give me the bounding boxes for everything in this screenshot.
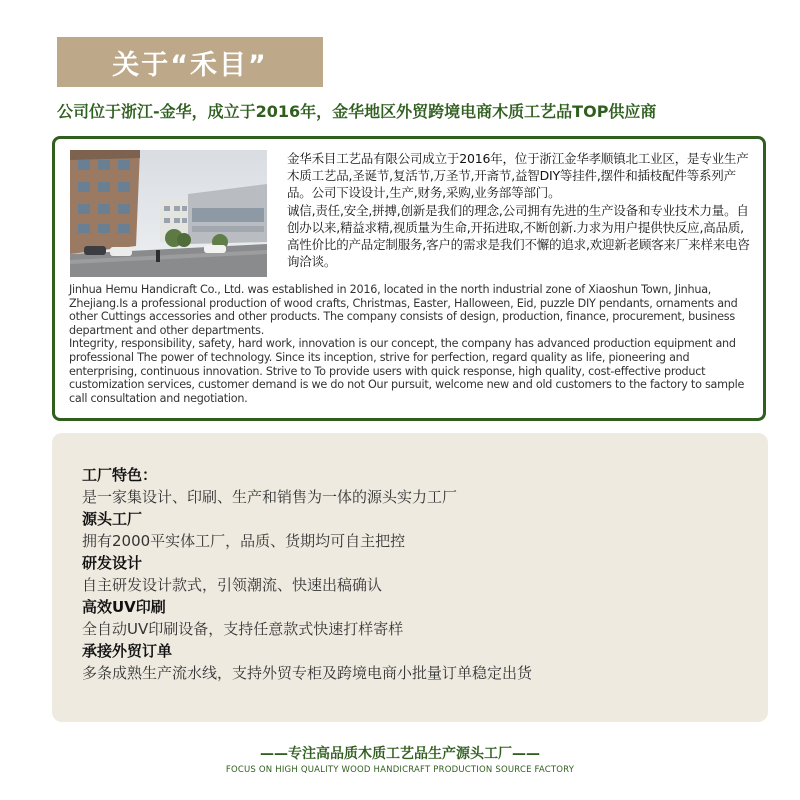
intro-cn-paragraph: 诚信,责任,安全,拼搏,创新是我们的理念,公司拥有先进的生产设备和专业技术力量。自创办以来,精益求精,视质量为生命,开拓进取,不断创新.力求为用户提供快反应,高品质,高性价比的产品定制服务,客户的需求是我们不懈的追求,欢迎新老顾客来厂来样来电咨询洽谈。: [287, 202, 750, 270]
feature-title: 研发设计: [82, 554, 143, 572]
feature-title: 高效UV印刷: [82, 598, 166, 616]
feature-description: 拥有2000平实体工厂，品质、货期均可自主把控: [82, 532, 406, 550]
feature-title: 工厂特色：: [82, 466, 158, 484]
footer-slogan-chinese: ——专注高品质木质工艺品生产源头工厂——: [260, 746, 540, 762]
feature-title: 承接外贸订单: [82, 642, 173, 660]
feature-description: 全自动UV印刷设备，支持任意款式快速打样寄样: [82, 620, 404, 638]
company-intro-english: [69, 283, 759, 405]
factory-features-panel: [52, 433, 768, 722]
feature-description: 自主研发设计款式，引领潮流、快速出稿确认: [82, 576, 383, 594]
intro-cn-paragraph: 金华禾目工艺品有限公司成立于2016年，位于浙江金华孝顺镇北工业区，是专业生产木质工艺品,圣诞节,复活节,万圣节,开斋节,益智DIY等挂件,摆件和插枝配件等系列产品。公司下设设计,生产,财务,采购,业务部等部门。: [287, 151, 749, 201]
feature-description: 多条成熟生产流水线，支持外贸专柜及跨境电商小批量订单稳定出货: [82, 664, 533, 682]
feature-description: 是一家集设计、印刷、生产和销售为一体的源头实力工厂: [82, 488, 458, 506]
intro-en-paragraph: Jinhua Hemu Handicraft Co., Ltd. was established in 2016, located in the north industrial zone of Xiaoshun Town, Jinhua, Zhejiang.Is a professional production of wood crafts, Christmas, Easter, Halloween, Eid, puzzle DIY pendants, ornaments and other Cuttings accessories and other products. The company consists of design, production, finance, procurement, business department and other departments.: [69, 283, 738, 337]
company-intro-chinese: [287, 150, 755, 270]
intro-en-paragraph: Integrity, responsibility, safety, hard work, innovation is our concept, the company has advanced production equipment and professional The power of technology. Since its inception, strive for perfection, regard quality as life, pioneering and enterprising, continuous innovation. Strive to To provide users with quick response, high quality, cost-effective product customization services, customer demand is we do not Our pursuit, welcome new and old customers to the factory to sample call consultation and negotiation.: [69, 337, 745, 405]
footer-slogan-english: FOCUS ON HIGH QUALITY WOOD HANDICRAFT PRODUCTION SOURCE FACTORY: [225, 765, 575, 775]
feature-title: 源头工厂: [82, 510, 143, 528]
company-subtitle: 公司位于浙江-金华，成立于2016年，金华地区外贸跨境电商木质工艺品TOP供应商: [57, 102, 657, 121]
about-panel: [52, 136, 766, 421]
page-title: 关于“禾目”: [57, 37, 323, 87]
features-list: [82, 464, 752, 684]
factory-building-photo-icon: [70, 150, 267, 277]
